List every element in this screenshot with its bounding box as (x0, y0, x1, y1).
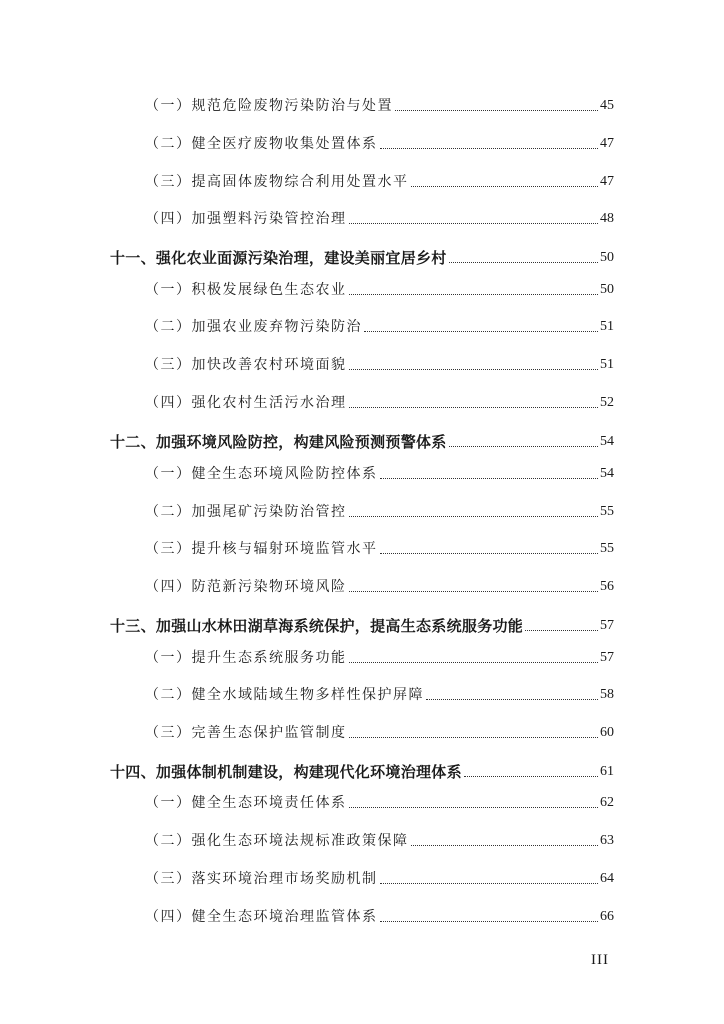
dot-leader (411, 845, 599, 846)
toc-entry-page: 57 (600, 618, 614, 633)
toc-entry-page: 50 (600, 282, 614, 297)
toc-entry-page: 61 (600, 764, 614, 779)
dot-leader (380, 478, 599, 479)
toc-entry-page: 47 (600, 136, 614, 151)
dot-leader (380, 883, 599, 884)
toc-entry[interactable] (145, 791, 614, 815)
toc-entry[interactable] (145, 646, 614, 670)
toc-chapter-entry[interactable] (110, 246, 614, 270)
toc-entry-title: （四）防范新污染物环境风险 (145, 579, 347, 595)
dot-leader (364, 331, 598, 332)
toc-chapter-title: 十二、加强环境风险防控，构建风险预测预警体系 (110, 433, 447, 451)
toc-entry-title: （二）健全水域陆域生物多样性保护屏障 (145, 687, 424, 703)
toc-entry[interactable] (145, 170, 614, 194)
toc-entry-page: 55 (600, 504, 614, 519)
toc-entry-page: 55 (600, 541, 614, 556)
toc-entry-title: （三）落实环境治理市场奖励机制 (145, 871, 378, 887)
toc-entry-title: （四）强化农村生活污水治理 (145, 395, 347, 411)
toc-entry-title: （四）加强塑料污染管控治理 (145, 211, 347, 227)
dot-leader (349, 591, 599, 592)
toc-entry[interactable] (145, 575, 614, 599)
toc-entry-title: （三）完善生态保护监管制度 (145, 725, 347, 741)
toc-entry-title: （一）健全生态环境责任体系 (145, 795, 347, 811)
toc-chapter-title: 十一、强化农业面源污染治理，建设美丽宜居乡村 (110, 249, 447, 267)
toc-entry-page: 60 (600, 725, 614, 740)
dot-leader (349, 662, 599, 663)
toc-entry-page: 66 (600, 909, 614, 924)
toc-entry-title: （一）健全生态环境风险防控体系 (145, 466, 378, 482)
toc-entry[interactable] (145, 94, 614, 118)
toc-entry[interactable] (145, 829, 614, 853)
toc-entry-title: （四）健全生态环境治理监管体系 (145, 909, 378, 925)
toc-entry-title: （二）加强农业废弃物污染防治 (145, 319, 362, 335)
toc-entry[interactable] (145, 867, 614, 891)
toc-entry[interactable] (145, 462, 614, 486)
toc-entry-title: （一）规范危险废物污染防治与处置 (145, 98, 393, 114)
dot-leader (349, 407, 599, 408)
toc-entry-page: 63 (600, 833, 614, 848)
toc-entry-title: （一）积极发展绿色生态农业 (145, 282, 347, 298)
dot-leader (349, 369, 599, 370)
toc-entry[interactable] (145, 537, 614, 561)
toc-entry[interactable] (145, 905, 614, 929)
toc-chapter-title: 十四、加强体制机制建设，构建现代化环境治理体系 (110, 763, 462, 781)
toc-entry-page: 45 (600, 98, 614, 113)
toc-entry-page: 54 (600, 434, 614, 449)
toc-entry-title: （二）健全医疗废物收集处置体系 (145, 136, 378, 152)
page-number: III (591, 952, 609, 968)
toc-entry-page: 58 (600, 687, 614, 702)
toc-entry-title: （二）加强尾矿污染防治管控 (145, 504, 347, 520)
dot-leader (349, 807, 599, 808)
dot-leader (349, 294, 599, 295)
toc-entry[interactable] (145, 500, 614, 524)
toc-chapter-entry[interactable] (110, 430, 614, 454)
toc-entry[interactable] (145, 207, 614, 231)
toc-entry-page: 62 (600, 795, 614, 810)
dot-leader (426, 699, 598, 700)
dot-leader (449, 262, 598, 263)
toc-entry[interactable] (145, 315, 614, 339)
toc-entry-page: 51 (600, 357, 614, 372)
dot-leader (395, 110, 598, 111)
toc-entry-page: 48 (600, 211, 614, 226)
toc-entry[interactable] (145, 391, 614, 415)
toc-entry-title: （二）强化生态环境法规标准政策保障 (145, 833, 409, 849)
dot-leader (380, 553, 599, 554)
dot-leader (380, 148, 599, 149)
dot-leader (449, 446, 598, 447)
dot-leader (349, 223, 599, 224)
toc-entry[interactable] (145, 132, 614, 156)
toc-chapter-entry[interactable] (110, 614, 614, 638)
toc-entry[interactable] (145, 278, 614, 302)
dot-leader (380, 921, 599, 922)
dot-leader (411, 186, 599, 187)
toc-entry-page: 52 (600, 395, 614, 410)
toc-entry-page: 64 (600, 871, 614, 886)
toc-chapter-entry[interactable] (110, 760, 614, 784)
toc-entry-page: 50 (600, 250, 614, 265)
toc-entry-title: （三）加快改善农村环境面貌 (145, 357, 347, 373)
toc-entry[interactable] (145, 721, 614, 745)
dot-leader (525, 630, 598, 631)
toc-entry-page: 51 (600, 319, 614, 334)
toc-entry-page: 47 (600, 174, 614, 189)
toc-entry[interactable] (145, 353, 614, 377)
toc-entry-title: （三）提升核与辐射环境监管水平 (145, 541, 378, 557)
toc-entry-page: 56 (600, 579, 614, 594)
toc-entry-page: 54 (600, 466, 614, 481)
dot-leader (349, 737, 599, 738)
toc-entry-page: 57 (600, 650, 614, 665)
toc-chapter-title: 十三、加强山水林田湖草海系统保护，提高生态系统服务功能 (110, 617, 524, 635)
dot-leader (464, 776, 598, 777)
toc-entry[interactable] (145, 683, 614, 707)
toc-entry-title: （三）提高固体废物综合利用处置水平 (145, 174, 409, 190)
toc-entry-title: （一）提升生态系统服务功能 (145, 650, 347, 666)
dot-leader (349, 516, 599, 517)
